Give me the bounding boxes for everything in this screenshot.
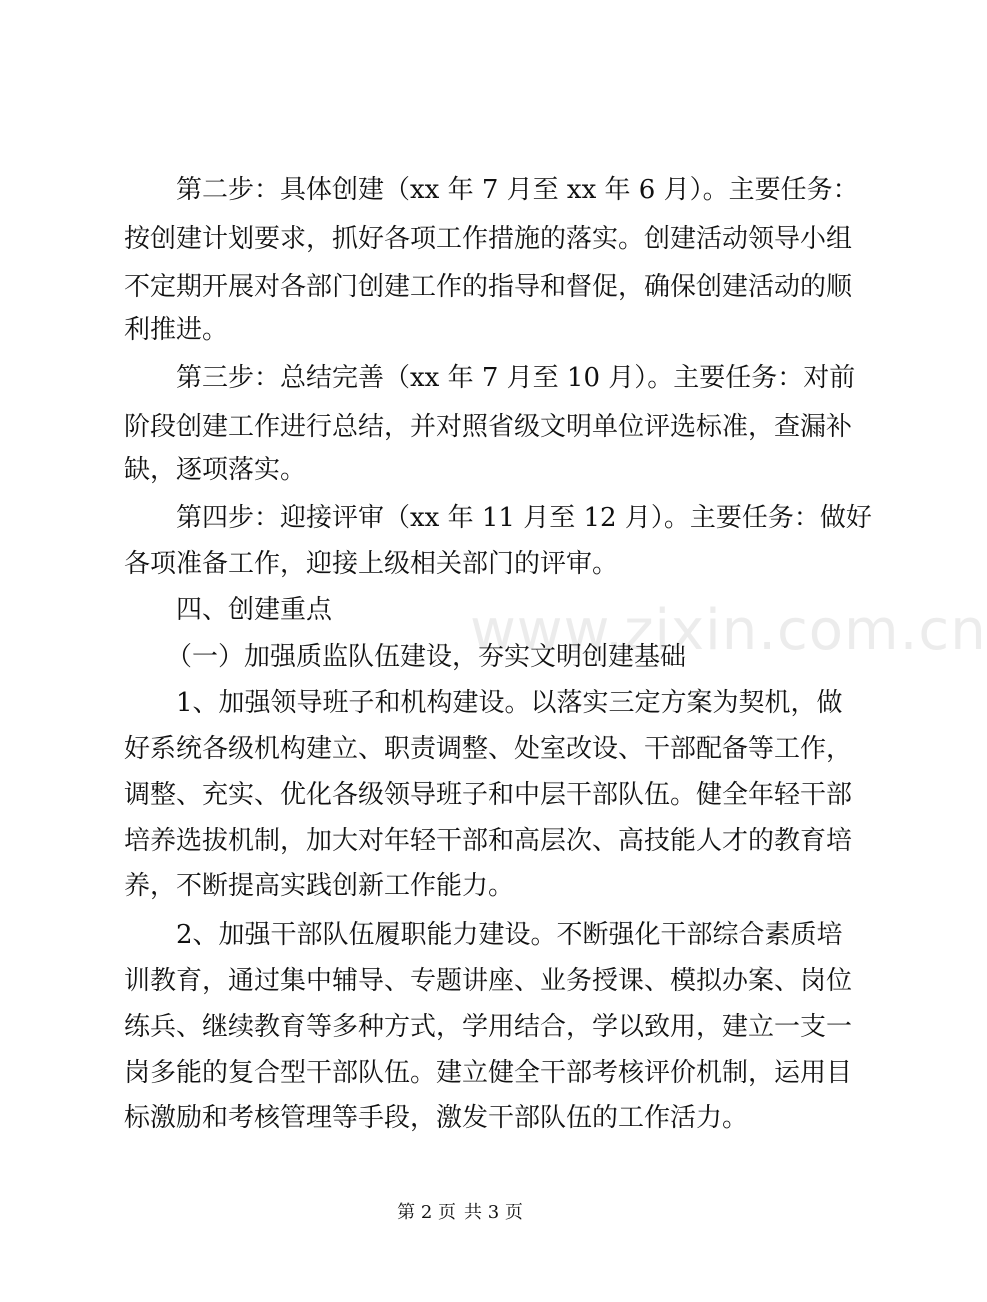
paragraph-line: 2、加强干部队伍履职能力建设。不断强化干部综合素质培 [176,920,843,950]
paragraph-line: 第三步：总结完善（xx 年 7 月至 10 月）。主要任务：对前 [176,363,856,393]
paragraph-line: 第二步：具体创建（xx 年 7 月至 xx 年 6 月）。主要任务： [176,175,859,205]
page-total: 共 3 页 [464,1202,523,1223]
page-footer [0,1198,920,1224]
paragraph-line: 培养选拔机制，加大对年轻干部和高层次、高技能人才的教育培 [124,826,853,856]
paragraph-line: 养，不断提高实践创新工作能力。 [124,871,515,901]
paragraph-line: 1、加强领导班子和机构建设。以落实三定方案为契机，做 [176,688,843,718]
section-heading: 四、创建重点 [176,595,333,625]
paragraph-line: 练兵、继续教育等多种方式，学用结合，学以致用，建立一支一 [124,1012,853,1042]
paragraph-line: 调整、充实、优化各级领导班子和中层干部队伍。健全年轻干部 [124,780,853,810]
paragraph-line: 缺，逐项落实。 [124,455,307,485]
watermark: www.zixin.com.cn [470,598,987,663]
page-number: 第 2 页 [397,1202,456,1223]
paragraph-line: 阶段创建工作进行总结，并对照省级文明单位评选标准，查漏补 [124,412,853,442]
paragraph-line: 训教育，通过集中辅导、专题讲座、业务授课、模拟办案、岗位 [124,966,853,996]
paragraph-line: 各项准备工作，迎接上级相关部门的评审。 [124,549,619,579]
paragraph-line: 好系统各级机构建立、职责调整、处室改设、干部配备等工作， [124,734,853,764]
paragraph-line: 标激励和考核管理等手段，激发干部队伍的工作活力。 [124,1103,749,1133]
paragraph-line: 利推进。 [124,315,229,345]
paragraph-line: 岗多能的复合型干部队伍。建立健全干部考核评价机制，运用目 [124,1058,853,1088]
paragraph-line: 不定期开展对各部门创建工作的指导和督促，确保创建活动的顺 [124,272,853,302]
subsection-heading: （一）加强质监队伍建设，夯实文明创建基础 [166,642,687,672]
paragraph-line: 按创建计划要求，抓好各项工作措施的落实。创建活动领导小组 [124,224,853,254]
paragraph-line: 第四步：迎接评审（xx 年 11 月至 12 月）。主要任务：做好 [176,503,872,533]
